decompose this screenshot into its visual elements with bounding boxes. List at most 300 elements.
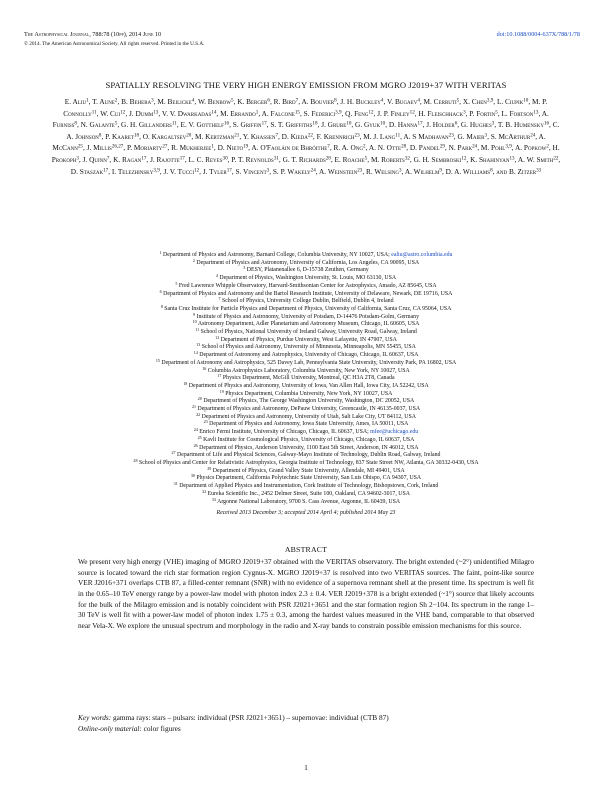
affiliation-line [0, 252, 612, 260]
affiliation-number: 3 [243, 265, 246, 271]
author-name [231, 155, 279, 164]
author-affiliation-marker: 3 [266, 167, 270, 174]
author-name-text: G. H. Sembroski [413, 154, 462, 164]
affiliation-text: Physics Department, McGill University, Montreal, QC H3A 2T8, Canada [221, 375, 395, 382]
author-affiliation-marker: 22 [553, 155, 559, 162]
author-name [220, 109, 258, 118]
author-name [481, 143, 512, 152]
author-affiliation-marker: 17 [226, 167, 232, 174]
affiliation-text: Department of Physics, Anderson University, 1100 East 5th Street, Anderson, IN 46012, USA [197, 444, 419, 451]
author-affiliation-marker: 24 [472, 144, 478, 151]
author-name-text: Q. Feng [345, 108, 369, 118]
affiliation-text: Argonne National Laboratory, 9700 S. Cass Avenue, Argonne, IL 60439, USA [215, 498, 401, 505]
author-affiliation-marker: 12 [194, 167, 200, 174]
author-name-text: J. H. Buckley [340, 97, 381, 106]
author-name [509, 167, 541, 176]
affiliation-line [0, 298, 612, 306]
author-affiliation-marker: 3 [151, 97, 154, 104]
author-name-text: S. McArthur [490, 131, 531, 141]
author-name [470, 155, 514, 164]
author-affiliation-marker: 4 [417, 97, 420, 104]
author-name-text: J. Tyler [202, 166, 227, 176]
author-name [83, 155, 110, 164]
affiliation-text: Astronomy Department, Adler Planetarium and Astronomy Museum, Chicago, IL 60605, USA [196, 321, 420, 328]
author-name [301, 97, 336, 106]
affiliation-number: 29 [207, 465, 212, 471]
author-affiliation-marker: 11 [171, 120, 177, 127]
affiliation-number: 1 [159, 250, 162, 256]
author-name-text: J. V. Tucci [163, 166, 195, 176]
author-affiliation-marker: 8 [490, 167, 493, 174]
affiliation-number: 9 [193, 311, 196, 317]
author-name [171, 143, 214, 152]
affiliation-text: Department of Physics and Astronomy and the Bartol Research Institute, University of Delaware, Newark, DE 19716, USA [161, 290, 453, 297]
affiliation-number: 30 [190, 473, 195, 479]
author-affiliation-marker: 10 [346, 120, 352, 127]
author-affiliation-marker: 20 [186, 132, 192, 139]
affiliation-text: Enrico Fermi Institute, University of Chicago, Chicago, IL 60637, USA; [197, 429, 371, 436]
author-name [457, 132, 487, 141]
affiliation-number: 14 [193, 350, 198, 356]
affiliation-number: 32 [202, 488, 207, 494]
affiliation-line [0, 383, 612, 391]
author-affiliation-marker: 10 [523, 97, 529, 104]
affiliation-text: School of Physics and Center for Relativistic Astrophysics, Georgia Institute of Technology, 837 State Street NW, Atlanta, GA 30332-0430, USA [137, 459, 479, 466]
abstract-heading: ABSTRACT [284, 545, 328, 554]
affiliation-number: 5 [175, 280, 178, 286]
publication-dates: Received 2013 December 3; accepted 2014 April 4; published 2014 May 23 [216, 510, 396, 516]
affiliation-line [0, 496, 612, 507]
author-name-text: K. Ragan [113, 154, 142, 164]
author-name-text: M. Roberts [370, 154, 405, 164]
author-affiliation-marker: 2 [546, 144, 549, 151]
author-affiliation-marker: 11 [395, 132, 401, 139]
affiliation-line [0, 406, 612, 414]
author-affiliation-marker: 24 [530, 132, 536, 139]
author-affiliation-marker: 4 [191, 97, 195, 104]
author-name [366, 167, 402, 176]
author-name-text: A. McCann [52, 131, 546, 153]
author-name [283, 155, 331, 164]
author-affiliation-marker: 17 [179, 155, 185, 162]
affiliation-line [0, 488, 612, 499]
author-name [515, 143, 549, 152]
author-name-text: A. Falcone [261, 108, 295, 118]
affiliation-email-link[interactable]: mfee@uchicago.edu [370, 429, 419, 436]
author-name-text: A. W. Smith [517, 154, 554, 164]
author-affiliation-marker: 8 [334, 97, 337, 104]
author-name [71, 167, 108, 176]
author-affiliation-marker: 12 [120, 109, 126, 116]
page-number: 1 [304, 763, 308, 772]
online-material-text: color figures [143, 723, 181, 733]
author-name-text: H. Fleischhack [418, 108, 464, 118]
author-affiliation-marker: 5 [456, 97, 460, 104]
affiliation-number: 17 [217, 373, 222, 379]
affiliation-line [0, 329, 612, 337]
author-name [334, 143, 366, 152]
author-name [498, 120, 549, 129]
author-affiliation-marker: 3 [76, 155, 79, 162]
author-name-text: G. H. Gillanders [121, 120, 172, 130]
author-name [251, 143, 329, 152]
author-affiliation-marker: 23 [448, 132, 454, 139]
author-affiliation-marker: 17 [417, 120, 423, 127]
affiliation-number: 24 [193, 427, 198, 433]
author-name [321, 120, 351, 129]
affiliation-line [0, 360, 612, 368]
author-name [387, 97, 420, 106]
affiliation-text: Institute of Physics and Astronomy, University of Potsdam, D-14476 Potsdam-Golm, Germany [195, 313, 419, 320]
author-name [121, 120, 177, 129]
author-name [81, 120, 118, 129]
author-name [405, 167, 442, 176]
author-name-text: D. Kieda [281, 131, 308, 141]
author-name [345, 109, 373, 118]
author-name-text: S. Vincent [235, 166, 267, 176]
author-name [195, 132, 239, 141]
author-affiliation-marker: 22 [307, 132, 313, 139]
author-affiliation-marker: 5 [364, 155, 368, 162]
author-name-text: H. Prokoph [51, 143, 560, 164]
author-name [389, 120, 423, 129]
author-name-text: J. Millis [86, 143, 112, 153]
author-affiliation-marker: 25 [77, 144, 83, 151]
author-name [469, 109, 498, 118]
author-name-text: A. Bouvier [301, 97, 335, 106]
author-name [461, 120, 494, 129]
affiliation-line [0, 375, 612, 383]
author-name [162, 109, 217, 118]
author-affiliation-marker: 3 [463, 109, 466, 116]
author-name-text: S. P. Wakely [272, 166, 311, 176]
author-name [92, 97, 117, 106]
author-name-text: N. Park [448, 143, 473, 153]
author-name-text: A. Weinstein [319, 166, 358, 176]
author-name-text: J. Quinn [82, 154, 107, 164]
author-affiliation-marker: 28 [401, 144, 407, 151]
author-affiliation-marker: 12 [409, 109, 415, 116]
author-affiliation-marker: 5 [231, 97, 234, 104]
author-affiliation-marker: 5 [114, 120, 118, 127]
author-name-text: G. Maier [457, 131, 485, 141]
author-name [501, 109, 538, 118]
author-name [518, 155, 559, 164]
affiliation-number: 7 [218, 296, 221, 302]
author-name [105, 132, 139, 141]
author-name [340, 97, 383, 106]
author-name [491, 132, 536, 141]
author-affiliation-marker: 17 [141, 155, 147, 162]
affiliation-number: 15 [155, 358, 160, 364]
affiliation-number: 33 [211, 496, 216, 502]
author-name [163, 167, 199, 176]
author-name [198, 97, 234, 106]
author-name-text: D. Hanna [388, 120, 418, 130]
author-affiliation-marker: 24 [310, 167, 316, 174]
author-affiliation-marker: 8 [98, 132, 102, 139]
author-affiliation-marker: 3 [399, 167, 402, 174]
author-name [270, 120, 317, 129]
affiliation-text: Fred Lawrence Whipple Observatory, Harvard-Smithsonian Center for Astrophysics, Amado, AZ 85645, USA [177, 282, 437, 289]
author-name-text: J. Dumm [128, 108, 154, 118]
author-affiliation-marker: 17 [261, 120, 267, 127]
author-name-text: J. Rajotte [150, 154, 180, 164]
affiliation-number: 6 [159, 288, 162, 294]
author-affiliation-marker: 16 [223, 120, 230, 127]
author-affiliation-marker: 33 [536, 167, 542, 174]
author-affiliation-marker: 16 [543, 120, 550, 127]
author-affiliation-marker: 1 [86, 97, 89, 104]
author-affiliation-marker: 17 [103, 167, 109, 174]
affiliation-line [0, 475, 612, 483]
affiliation-number: 19 [219, 388, 224, 394]
author-name-text: A. Wilhelm [404, 166, 440, 176]
author-name [233, 120, 267, 129]
keywords-label: Key words: [78, 713, 112, 722]
author-name-text: M. Cerruti [423, 97, 457, 106]
author-affiliation-marker: 23 [354, 132, 360, 139]
affiliation-text: Department of Physics, Grand Valley State University, Allendale, MI 49401, USA [211, 467, 405, 474]
author-affiliation-marker: 6 [267, 97, 270, 104]
author-name-text: P. Moriarty [127, 143, 163, 153]
author-affiliation-marker: 23 [357, 167, 363, 174]
author-name [446, 167, 493, 176]
author-affiliation-marker: 3,9 [153, 167, 160, 174]
author-affiliation-marker: 28 [325, 155, 331, 162]
author-name [497, 97, 528, 106]
author-affiliation-marker: 12 [368, 109, 374, 116]
affiliation-text: Department of Physics and Astronomy, University of California, Los Angeles, CA 90095, USA [194, 259, 420, 266]
author-name [143, 132, 192, 141]
author-affiliation-marker: 18 [312, 120, 318, 127]
author-affiliation-marker: 13 [533, 109, 539, 116]
author-name-text: S. Griffin [232, 120, 262, 130]
affiliation-text: Department of Physics and Astronomy, DePauw University, Greencastle, IN 46135-0037, USA [196, 406, 421, 413]
affiliation-text: School of Physics and Astronomy, University of Minnesota, Minneapolis, MN 55455, USA [200, 344, 416, 351]
journal-citation: The Astrophysical Journal, 788:78 (10pp), 2014 June 10 [24, 31, 162, 38]
author-name-text: M. Errando [220, 108, 256, 118]
author-name [189, 155, 228, 164]
author-name [181, 120, 230, 129]
author-affiliation-marker: 7 [275, 132, 279, 139]
author-affiliation-marker: 30 [222, 155, 228, 162]
author-affiliation-marker: 7 [327, 144, 330, 151]
author-name-text: B. Zitzer [508, 166, 537, 176]
author-name [100, 109, 125, 118]
author-name-text: P. Kaaret [105, 131, 134, 141]
author-name [273, 167, 316, 176]
author-name-text: S. T. Griffiths [270, 120, 313, 130]
affiliation-number: 27 [171, 450, 176, 456]
author-affiliation-marker: 5 [495, 109, 498, 116]
author-name-text: P. Fortin [469, 108, 496, 118]
affiliation-number: 8 [160, 304, 163, 310]
author-name-text: N. Galante [80, 120, 115, 130]
author-name-text: X. Chen [462, 97, 487, 106]
author-name [203, 167, 232, 176]
author-name [274, 97, 299, 106]
abstract-text: We present very high energy (VHE) imaging of MGRO J2019+37 obtained with the VERITAS observatory. The bright extended (~2°) unidentified Milagro source is located toward the rich star formation region Cygnus-X. MGRO J2019+37 is resolved into two VERITAS sources. The faint, point-like source VER J2016+371 overlaps CTB 87, a filled-center remnant (SNR) with no evidence of a supernova remnant shell at the present time. Its spectrum is well fit in the 0.65–10 TeV energy range by a power-law model with photon index 2.3 ± 0.4. VER J2019+378 is a bright extended (~1°) source that likely accounts for the bulk of the Milagro emission and is notably coincident with PSR J2021+3651 and the star formation region Sh 2−104. Its spectrum in the range 1–30 TeV is well fit with a power-law model of photon index 1.75 ± 0.3, among the hardest values measured in the VHE band, comparable to that observed near Vela-X. We explore the unusual spectrum and morphology in the radio and X-ray bands to constrain possible emission mechanisms for this source. [78, 557, 534, 630]
author-name-text: Y. Khassen [242, 131, 276, 141]
author-affiliation-marker: 10 [380, 120, 386, 127]
doi-link[interactable]: doi:10.1088/0004-637X/788/1/78 [496, 31, 580, 38]
affiliation-number: 16 [202, 365, 207, 371]
author-name [235, 167, 269, 176]
affiliation-number: 21 [191, 404, 197, 410]
author-affiliation-marker: 13 [509, 155, 515, 162]
author-name [418, 109, 465, 118]
affiliation-list [0, 252, 612, 506]
affiliation-text: Department of Physics, The George Washington University, Washington, DC 20052, USA [201, 398, 415, 405]
affiliation-text: Eureka Scientific Inc., 2452 Delmer Street, Suite 100, Oakland, CA 94602-3017, USA [206, 490, 410, 497]
author-affiliation-marker: 7 [295, 97, 299, 104]
affiliation-line [0, 352, 612, 360]
affiliation-text: Department of Physics and Astronomy, University of Utah, Salt Lake City, UT 84112, USA [200, 413, 416, 420]
affiliation-text: Department of Physics, Washington University, St. Louis, MO 63130, USA [217, 275, 397, 282]
author-affiliation-marker: 14 [211, 109, 217, 116]
author-affiliation-marker: 4 [380, 97, 384, 104]
affiliation-number: 28 [133, 458, 138, 464]
author-name-text: D. Nieto [217, 143, 244, 153]
affiliation-line [0, 429, 612, 437]
author-affiliation-marker: 7 [106, 155, 110, 162]
author-name-text: W. Cui [100, 108, 121, 118]
affiliation-line [0, 275, 612, 283]
affiliation-text: Physics Department, California Polytechnic State University, San Luis Obispo, CA 94307, USA [194, 475, 422, 482]
author-name [243, 132, 278, 141]
author-affiliation-marker: 2 [363, 144, 366, 151]
affiliation-text: School of Physics, University College Dublin, Belfield, Dublin 4, Ireland [220, 298, 394, 305]
author-name-text: L. Ciupik [496, 97, 524, 106]
author-name-text: C. A. Johnson [66, 120, 560, 141]
author-affiliation-marker: 11 [91, 109, 97, 116]
author-name-text: J. P. Finley [377, 108, 410, 118]
affiliation-number: 26 [193, 442, 198, 448]
author-name-text: G. Hughes [460, 120, 492, 130]
affiliation-number: 11 [195, 327, 200, 333]
author-name [127, 143, 167, 152]
author-affiliation-marker: 32 [404, 155, 410, 162]
author-name-text: S. Federici [303, 108, 336, 118]
author-name [87, 143, 124, 152]
author-name-text: T. Aune [92, 97, 115, 106]
author-name-text: R. Mukherjee [171, 143, 212, 153]
author-name [282, 132, 313, 141]
author-name [410, 143, 445, 152]
affiliation-line [0, 267, 612, 275]
affiliation-text: Department of Applied Physics and Instrumentation, Cork Institute of Technology, Bishopstown, Cork, Ireland [177, 483, 439, 490]
author-affiliation-marker: 3 [484, 132, 488, 139]
author-name-text: R. A. Ong [333, 143, 364, 153]
affiliation-number: 10 [192, 319, 197, 325]
affiliation-text: Department of Astronomy and Astrophysics, University of Chicago, Chicago, IL 60637, USA [197, 352, 419, 359]
affiliation-number: 2 [192, 257, 195, 263]
author-name-text: D. A. Williams [445, 166, 491, 176]
author-name-text: R. Welsing [365, 166, 400, 176]
author-name-text: E. Roache [334, 154, 365, 164]
keywords-text: gamma rays: stars – pulsars: individual (PSR J2021+3651) – supernovae: individual (CTB 87) [113, 713, 389, 722]
author-name-text: W. Benbow [197, 97, 231, 106]
paper-title: SPATIALLY RESOLVING THE VERY HIGH ENERGY EMISSION FROM MGRO J2019+37 WITH VERITAS [105, 80, 507, 90]
affiliation-number: 4 [215, 273, 218, 279]
affiliation-text: Department of Physics and Astronomy, Iowa State University, Ames, IA 50011, USA [207, 421, 409, 428]
author-name-text: G. T. Richards [282, 154, 326, 164]
affiliation-number: 18 [183, 381, 188, 387]
author-name-text: D. Staszak [70, 166, 104, 176]
author-affiliation-marker: 29 [439, 144, 445, 151]
affiliation-email-link[interactable]: ealiu@astro.columbia.edu [391, 252, 453, 258]
author-name [113, 155, 146, 164]
author-name-text: L. Fortson [501, 108, 534, 118]
author-affiliation-marker: 13 [153, 109, 159, 116]
author-name-text: M. Pohl [480, 143, 506, 153]
affiliation-text: Santa Cruz Institute for Particle Physics and Department of Physics, University of California, Santa Cruz, CA 95064, USA [162, 305, 452, 312]
author-name [363, 132, 400, 141]
author-name [424, 97, 460, 106]
author-name-text: A. Furniss [52, 108, 549, 130]
affiliation-number: 22 [196, 411, 201, 417]
affiliation-line [0, 437, 612, 445]
affiliation-text: Physics Department, Columbia University, New York, NY 10027, USA [223, 390, 393, 397]
author-name-text: I. Telezhinsky [111, 166, 154, 176]
author-name-text: B. Behera [121, 97, 152, 106]
author-name-text: A. Popkow [515, 143, 547, 153]
author-affiliation-marker: 3,9 [335, 109, 342, 116]
author-list: E. Aliu$^1$, T. Aune$^2$, B. Behera$^3$, M. Beilicke$^4$, W. Benbow$^5$, K. Berger$^6$, R. Bird$^7$, A. Bouvier$^8$, J. H. Buckley$^4$, V. Bugaev$^4$, M. Cerruti$^5$, X. Chen$^{3,9}$, L. Ciupik$^{10}$, M. P. Connolly$^{11}$, W. Cui$^{12}$, J. Dumm$^{13}$, V. V. Dwarkadas$^{14}$, M. Errando$^1$, A. Falcone$^{15}$, S. Federici$^{3,9}$, Q. Feng$^{12}$, J. P. Finley$^{12}$, H. Fleischhack$^3$, P. Fortin$^5$, L. Fortson$^{13}$, A. Furniss$^8$, N. Galante$^5$, G. H. Gillanders$^{11}$, E. V. Gotthelf$^{16}$, S. Griffin$^{17}$, S. T. Griffiths$^{18}$, J. Grube$^{10}$, G. Gyuk$^{10}$, D. Hanna$^{17}$, J. Holder$^6$, G. Hughes$^3$, T. B. Humensky$^{16}$, C. A. Johnson$^8$, P. Kaaret$^{18}$, O. Kargaltsev$^{20}$, M. Kertzman$^{21}$, Y. Khassen$^7$, D. Kieda$^{22}$, F. Krennrich$^{23}$, M. J. Lang$^{11}$, A. S Madhavan$^{23}$, G. Maier$^3$, S. McArthur$^{24}$, A. McCann$^{25}$, J. Millis$^{26,27}$, P. Moriarty$^{27}$, R. Mukherjee$^1$, D. Nieto$^{19}$, A. O'Faoláin de Bhróithe$^7$, R. A. Ong$^2$, A. N. Otte$^{28}$, D. Pandel$^{29}$, N. Park$^{24}$, M. Pohl$^{3,9}$, A. Popkow$^2$, H. Prokoph$^3$, J. Quinn$^7$, K. Ragan$^{17}$, J. Rajotte$^{17}$, L. C. Reyes$^{30}$, P. T. Reynolds$^{31}$, G. T. Richards$^{28}$, E. Roache$^5$, M. Roberts$^{32}$, G. H. Sembroski$^{12}$, K. Shahinyan$^{13}$, A. W. Smith$^{22}$, D. Staszak$^{17}$, I. Telezhinsky$^{3,9}$, J. V. Tucci$^{12}$, J. Tyler$^{17}$, S. Vincent$^3$, S. P. Wakely$^{24}$, A. Weinstein$^{23}$, R. Welsing$^3$, A. Wilhelm$^9$, D. A. Williams$^8$, and B. Zitzer$^{33}$ [51, 97, 561, 176]
author-affiliation-marker: 1 [255, 109, 259, 116]
author-name-text: O. Kargaltsev [142, 131, 187, 141]
author-name-text: A. N. Otte [368, 143, 402, 153]
author-affiliation-marker: 1 [211, 144, 214, 151]
author-name [369, 143, 406, 152]
author-name-text: K. Berger [237, 97, 268, 106]
author-name-text: L. C. Reyes [188, 154, 223, 164]
affiliation-text: Department of Physics and Astronomy, University of Iowa, Van Allen Hall, Iowa City, IA 52242, USA [187, 382, 429, 389]
author-name-text: F. Krennrich [316, 131, 355, 141]
affiliation-number: 13 [196, 342, 201, 348]
affiliation-number: 12 [215, 334, 220, 340]
author-name-text: T. B. Humensky [497, 120, 544, 130]
author-name-text: M. Beilicke [157, 97, 192, 106]
author-name [112, 167, 160, 176]
author-name [262, 109, 300, 118]
author-name-text: D. Pandel [409, 143, 440, 153]
author-name [157, 97, 194, 106]
author-name-text: M. J. Lang [363, 131, 396, 141]
copyright-notice: © 2014. The American Astronomical Society. All rights reserved. Printed in the U.S.A. [24, 41, 205, 47]
author-name [414, 155, 467, 164]
author-affiliation-marker: 9 [439, 167, 442, 174]
affiliation-line [0, 398, 612, 406]
author-name-text: A. O'Faoláin de Bhróithe [251, 143, 328, 153]
author-name [121, 97, 154, 106]
affiliation-text: DESY, Platanenallee 6, D-15738 Zeuthen, Germany [245, 267, 369, 274]
online-material-label: Online-only material: [78, 723, 142, 733]
affiliation-text: Columbia Astrophysics Laboratory, Columbia University, New York, NY 10027, USA [206, 367, 410, 374]
affiliation-line [0, 344, 612, 352]
affiliation-number: 20 [197, 396, 202, 402]
author-name-text: G. Gyuk [355, 120, 381, 130]
affiliation-text: Department of Physics, Purdue University, West Lafayette, IN 47907, USA [219, 336, 397, 343]
author-affiliation-marker: 12 [461, 155, 467, 162]
author-name [403, 132, 453, 141]
author-name [218, 143, 249, 152]
author-name [377, 109, 415, 118]
affiliation-text: Department of Life and Physical Sciences, Galway-Mayo Institute of Technology, Dublin Road, Galway, Ireland [175, 452, 441, 459]
affiliation-line [0, 483, 612, 491]
author-name [65, 97, 89, 106]
